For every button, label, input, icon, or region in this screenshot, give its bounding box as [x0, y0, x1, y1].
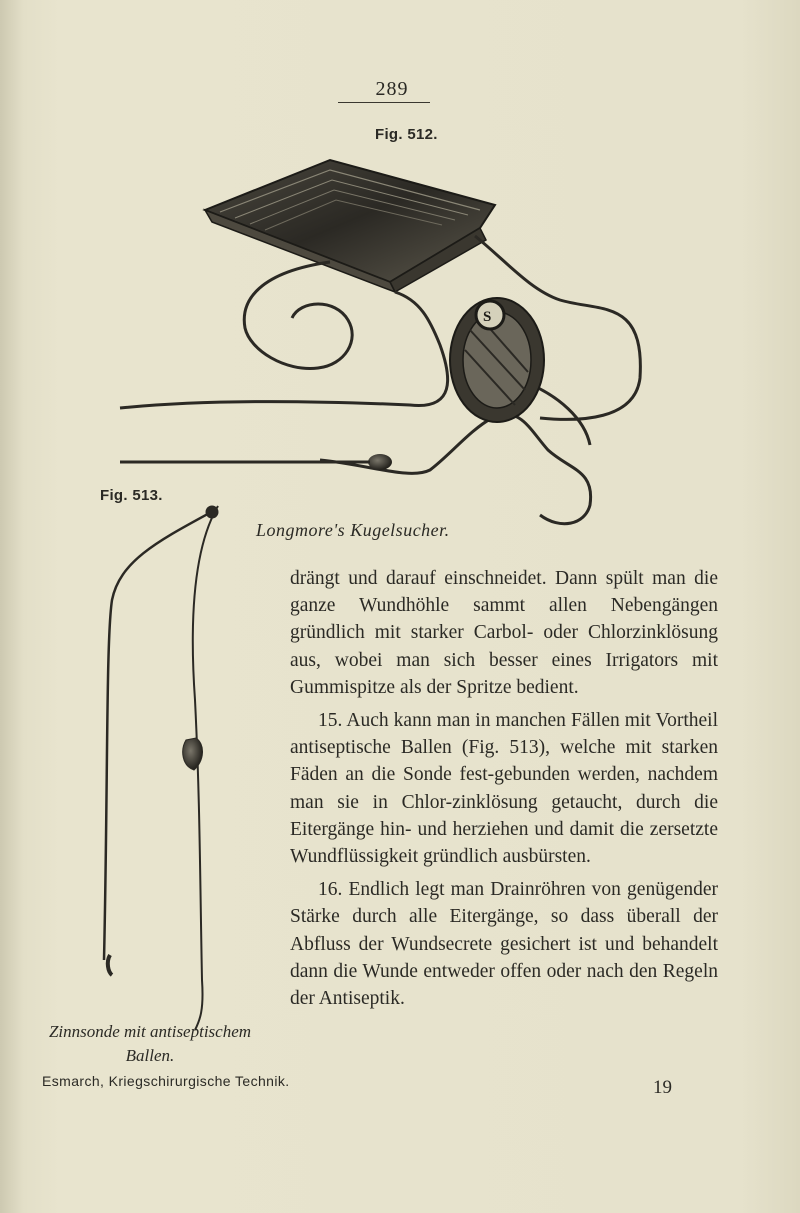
footer-source: Esmarch, Kriegschirurgische Technik. [42, 1073, 290, 1089]
tin-probe-illustration [104, 506, 218, 1030]
signature-mark: 19 [653, 1077, 672, 1098]
paragraph: 16. Endlich legt man Drainröhren von genügender Stärke durch alle Eitergänge, so dass überall der Abfluss der Wundsecrete gesichert ist und behandelt dann die Wunde entweder offen oder nach den Regeln der Antiseptik. [290, 879, 718, 1010]
paragraph: drängt und darauf einschneidet. Dann spült man die ganze Wundhöhle sammt allen Nebengängen gründlich mit starker Carbol- oder Chlorzinklösung aus, wobei man sich besser eines Irrigators mit Gummispitze als der Spritze bedient. [290, 568, 718, 698]
paragraph: 15. Auch kann man in manchen Fällen mit Vortheil antiseptische Ballen (Fig. 513), welche mit starken Fäden an die Sonde fest-gebunden werden, nachdem man sie in Chlor-zinklösung getaucht, durch die Eitergänge hin- und herziehen und damit die zersetzte Wundflüssigkeit gründlich ausbürsten. [290, 710, 718, 868]
caption-line: Ballen. [125, 1046, 175, 1065]
svg-text:S: S [483, 309, 492, 325]
porcelain-tip [368, 454, 392, 470]
body-text [290, 565, 718, 1012]
figure-513-caption [30, 1020, 270, 1068]
bullet-probe-illustration [120, 160, 640, 524]
figure-512-caption: Longmore's Kugelsucher. [256, 520, 450, 540]
figure-512-label: Fig. 512. [375, 126, 438, 143]
probe-handle [450, 298, 544, 422]
page-number: 289 [375, 78, 409, 100]
leather-case [205, 160, 495, 292]
caption-line: Zinnsonde mit antiseptischem [48, 1022, 252, 1041]
figure-513-label: Fig. 513. [100, 487, 163, 504]
